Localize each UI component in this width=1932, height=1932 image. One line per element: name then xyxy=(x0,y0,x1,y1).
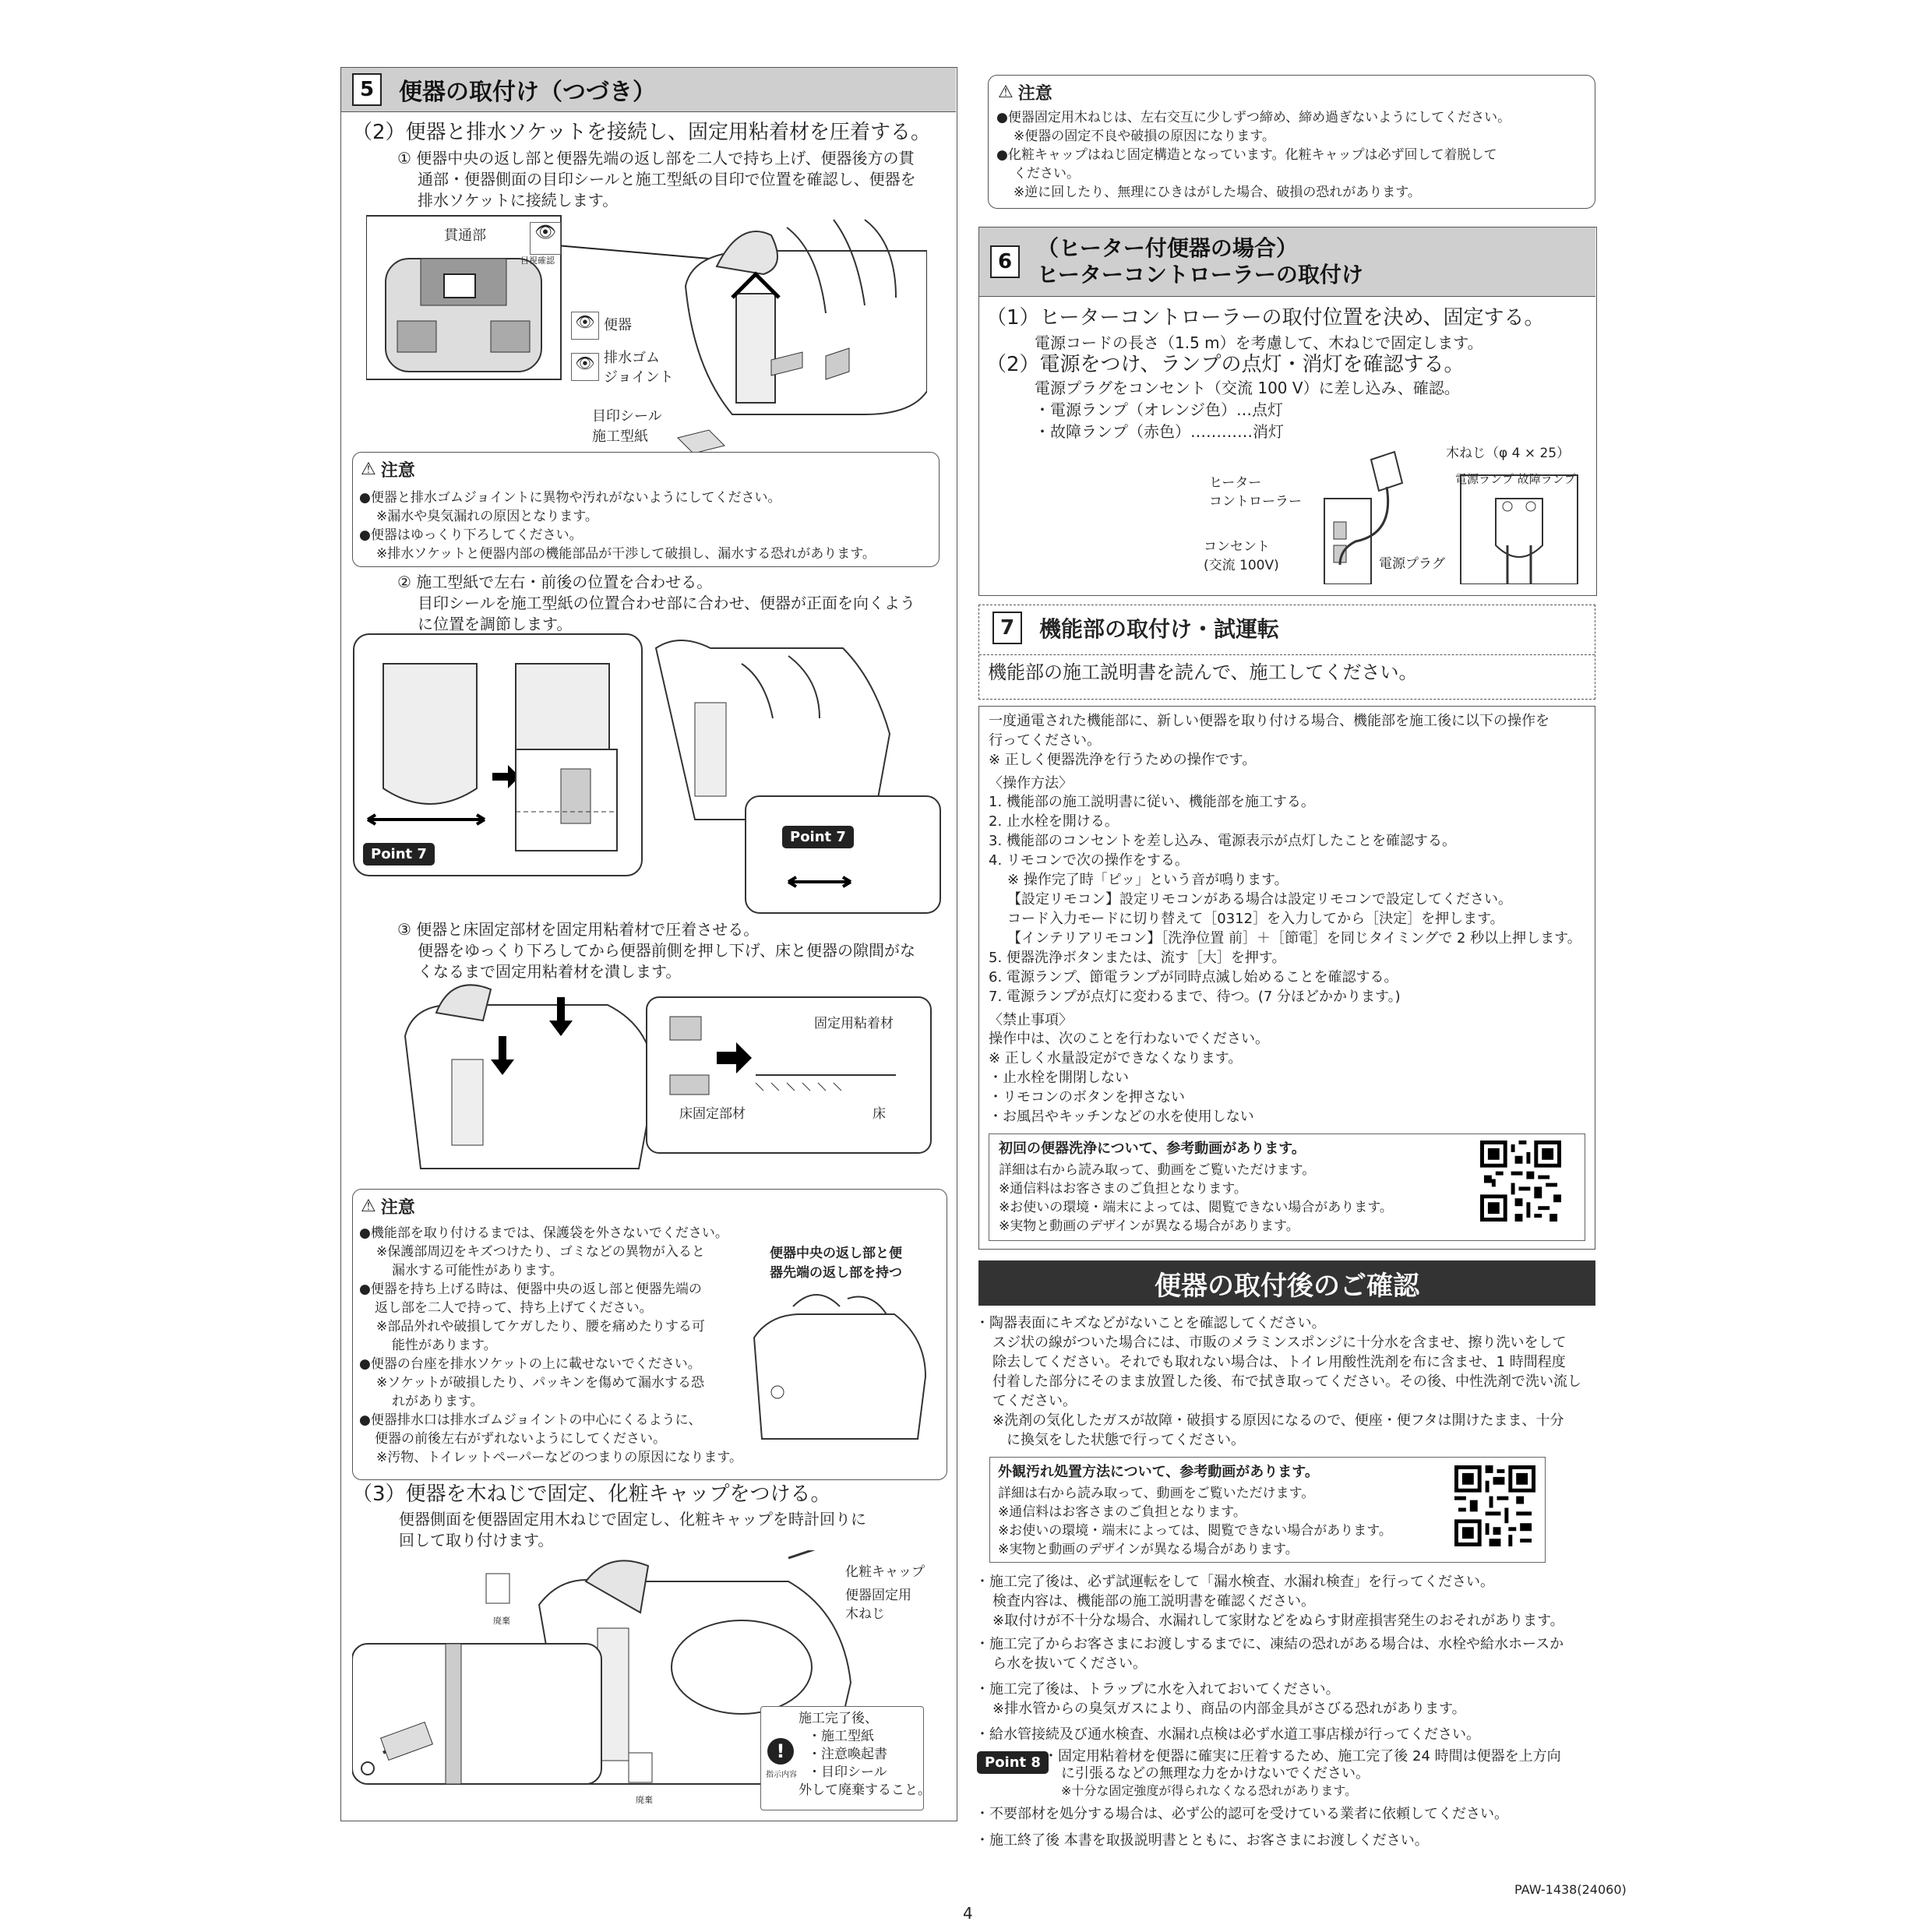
dispose-list: 施工完了後、 ・施工型紙 ・注意喚起書 ・目印シール 外して廃棄すること。 xyxy=(799,1711,931,1798)
eye-check-icon-2: 👁 xyxy=(571,312,599,340)
caution2-side-note: 便器中央の返し部と便 器先端の返し部を持つ xyxy=(770,1246,902,1281)
label-katagami: 施工型紙 xyxy=(592,428,648,445)
label-yuka-kotei: 床固定部材 xyxy=(679,1106,746,1122)
caution-title: 注意 xyxy=(380,461,415,481)
footer-code: PAW-1438(24060) xyxy=(1514,1882,1627,1897)
ops-method-list: 1. 機能部の施工説明書に従い、機能部を施工する。 2. 止水栓を開ける。 3. 機能部のコンセントを差し込み、電源表示が点灯したことを確認する。 4. リモコンで次の操作をする。 ※ 操作完了時「ピッ」という音が鳴ります。 【設定リモコン】設定リモコンがある場合は設定リモコンで設定してください。 コード入力モードに切り替えて［0312］を入力してから［決定］を押します。 【インテリアリモコン】［洗浄位置 前］＋［節電］を同じタイミングで 2 秒以上押します。 5. 便器洗浄ボタンまたは、流す［大］を押す。 6. 電源ランプ、節電ランプが同時点滅し始めることを確認する。 7. 電源ランプが点灯に変わるまで、待つ。(7 分ほどかかります。) xyxy=(989,794,1581,1005)
figure-lift-toilet xyxy=(746,1291,933,1447)
after-p6: ・固定用粘着材を便器に確実に圧着するため、施工完了後 24 時間は便器を上方向 に引張るなどの無理な力をかけないでください。 ※十分な固定強度が得られなくなる恐れがあります。 xyxy=(1044,1748,1561,1798)
ops-prohibit-title: 〈禁止事項〉 xyxy=(989,1012,1073,1028)
step3-title: （3）便器を木ねじで固定、化粧キャップをつける。 xyxy=(352,1482,831,1506)
figure-position-adjust xyxy=(352,633,944,921)
after-p2: ・施工完了後は、必ず試運転をして「漏水検査、水漏れ検査」を行ってください。 検査内容は、機能部の施工説明書を確認ください。 ※取付けが不十分な場合、水漏れして家財などをぬらす財産損害発生のおそれがあります。 xyxy=(975,1574,1564,1629)
label-koteiyou: 固定用粘着材 xyxy=(814,1016,894,1031)
section7-number: 7 xyxy=(992,612,1022,644)
eye-check-icon-3: 👁 xyxy=(571,353,599,381)
after-video-box xyxy=(989,1457,1546,1563)
caution-box-1 xyxy=(352,452,940,567)
check-label: 目視確認 xyxy=(520,256,555,266)
after-p3: ・施工完了からお客さまにお渡しするまでに、凍結の恐れがある場合は、水栓や給水ホースか ら水を抜いてください。 xyxy=(975,1636,1564,1672)
mandatory-icon: ! xyxy=(767,1738,794,1765)
after-p5: ・給水管接続及び通水検査、水漏れ点検は必ず水道工事店様が行ってください。 xyxy=(975,1726,1480,1743)
dispose-icon-label: 指示内容 xyxy=(766,1771,797,1779)
section6-header xyxy=(979,227,1595,297)
qr-code-icon-2[interactable] xyxy=(1454,1465,1535,1546)
label-yuka: 床 xyxy=(873,1106,886,1122)
caution-top-list: ●便器固定用木ねじは、左右交互に少しずつ締め、締め過ぎないようにしてください。 ※便器の固定不良や破損の原因になります。 ●化粧キャップはねじ固定構造となっています。化粧キャップは必ず回して着脱して ください。 ※逆に回したり、無理にひきはがした場合、破損の恐れがあります。 xyxy=(996,110,1511,200)
section6-title-2: ヒーターコントローラーの取付け xyxy=(1037,262,1363,287)
section6-title-1: （ヒーター付便器の場合） xyxy=(1037,235,1298,261)
warning-icon: ⚠ xyxy=(998,83,1014,102)
after-video-lines: 詳細は右から読み取って、動画をご覧いただけます。 ※通信料はお客さまのご負担となります。 ※お使いの環境・端末によっては、閲覧できない場合があります。 ※実物と動画のデザインが異なる場合があります。 xyxy=(998,1486,1392,1557)
label-cap: 化粧キャップ xyxy=(845,1564,925,1580)
label-benki: 便器 xyxy=(604,317,632,333)
ops-video-box xyxy=(989,1133,1585,1241)
caution2-list: ●機能部を取り付けるまでは、保護袋を外さないでください。 ※保護部周辺をキズつけたり、ゴミなどの異物が入ると 漏水する可能性があります。 ●便器を持ち上げる時は、便器中央の返し部と便器先端の 返し部を二人で持って、持ち上げてください。 ※部品外れや破損してケガしたり、腰を痛めたりする可 能性があります。 ●便器の台座を排水ソケットの上に載せないでください。 ※ソケットが破損したり、パッキンを傷めて漏水する恐 れがあります。 ●便器排水口は排水ゴムジョイントの中心にくるように、 便器の前後左右がずれないようにしてください。 ※汚物、トイレットペーパーなどのつまりの原因になります。 xyxy=(359,1225,743,1465)
operation-box xyxy=(978,706,1595,1250)
caution-title: 注意 xyxy=(1017,84,1052,104)
section5-title: 便器の取付け（つづき） xyxy=(399,79,656,106)
page-number: 4 xyxy=(963,1904,973,1923)
label-gomu: 排水ゴム ジョイント xyxy=(604,350,674,386)
s6-step2-sub: 電源プラグをコンセント（交流 100 V）に差し込み、確認。 ・電源ランプ（オレンジ色）…点灯 ・故障ランプ（赤色）…………消灯 xyxy=(1035,379,1460,441)
section5-header xyxy=(341,68,956,112)
label-mejirushi: 目印シール xyxy=(592,408,662,425)
caution-box-top xyxy=(988,75,1595,209)
section7-title: 機能部の取付け・試運転 xyxy=(1039,616,1280,642)
after-banner xyxy=(978,1260,1595,1306)
after-title: 便器の取付後のご確認 xyxy=(1155,1270,1419,1302)
s6-step1: （1）ヒーターコントローラーの取付位置を決め、固定する。 xyxy=(986,306,1545,330)
point7-badge-left: Point 7 xyxy=(363,843,435,866)
point8-badge: Point 8 xyxy=(977,1751,1049,1774)
ops-intro: 一度通電された機能部に、新しい便器を取り付ける場合、機能部を施工後に以下の操作を 行ってください。 ※ 正しく便器洗浄を行うための操作です。 xyxy=(989,713,1549,768)
caution-box-2 xyxy=(352,1189,947,1480)
label-outlet: コンセント (交流 100V) xyxy=(1204,539,1279,573)
step2-title: （2）便器と排水ソケットを接続し、固定用粘着材を圧着する。 xyxy=(352,121,931,144)
section7-header xyxy=(982,609,1279,647)
label-haiki-1: 廃棄 xyxy=(493,1616,510,1626)
s6-step2: （2）電源をつけ、ランプの点灯・消灯を確認する。 xyxy=(986,353,1465,376)
section7-text: 機能部の施工説明書を読んで、施工してください。 xyxy=(988,661,1418,683)
after-p1: ・陶器表面にキズなどがないことを確認してください。 スジ状の線がついた場合には、市販のメラミンスポンジに十分水を含ませ、擦り洗いをして 除去してください。それでも取れない場合は、トイレ用酸性洗剤を布に含ませ、1 時間程度 付着した部分にそのまま放置した後、布で拭き取ってください。その後、中性洗剤で洗い流し てください。 ※洗剤の気化したガスが故障・破損する原因になるので、便座・便フタは開けたまま、十分 に換気をした状態で行ってください。 xyxy=(975,1315,1581,1448)
section5-number: 5 xyxy=(352,73,382,106)
label-screw: 便器固定用 木ねじ xyxy=(845,1588,911,1622)
step2-3-text: ③ 便器と床固定部材を固定用粘着材で圧着させる。 便器をゆっくり下ろしてから便器前側を押し下げ、床と便器の隙間がな くなるまで固定用粘着材を潰します。 xyxy=(397,920,915,981)
warning-icon: ⚠ xyxy=(361,460,376,479)
warning-icon: ⚠ xyxy=(361,1197,376,1216)
step2-2-text: ② 施工型紙で左右・前後の位置を合わせる。 目印シールを施工型紙の位置合わせ部に合わせ、便器が正面を向くよう に位置を調節します。 xyxy=(397,573,915,633)
label-screw-size: 木ねじ（φ 4 × 25） xyxy=(1446,446,1571,461)
s6-step1-sub: 電源コードの長さ（1.5 m）を考慮して、木ねじで固定します。 xyxy=(1035,333,1483,352)
figure-adhesive-press xyxy=(390,974,935,1176)
after-p8: ・施工終了後 本書を取扱説明書とともに、お客さまにお渡しください。 xyxy=(975,1832,1429,1849)
ops-video-title: 初回の便器洗浄について、参考動画があります。 xyxy=(999,1141,1306,1157)
eye-check-icon: 👁 xyxy=(530,222,561,255)
label-heater: ヒーター コントローラー xyxy=(1209,475,1302,509)
ops-prohibit-list: 操作中は、次のことを行わないでください。 ※ 正しく水量設定ができなくなります。 ・止水栓を開閉しない ・リモコンのボタンを押さない ・お風呂やキッチンなどの水を使用しない xyxy=(989,1031,1269,1125)
label-plug: 電源プラグ xyxy=(1379,556,1445,572)
after-video-title: 外観汚れ処置方法について、参考動画があります。 xyxy=(998,1464,1319,1480)
point7-badge-right: Point 7 xyxy=(782,826,854,848)
after-p4: ・施工完了後は、トラップに水を入れておいてください。 ※排水管からの臭気ガスにより、商品の内部金具がさびる恐れがあります。 xyxy=(975,1681,1466,1717)
after-p7: ・不要部材を処分する場合は、必ず公的認可を受けている業者に依頼してください。 xyxy=(975,1806,1508,1822)
label-lamps: 電源ランプ 故障ランプ xyxy=(1455,472,1576,486)
caution1-list: ●便器と排水ゴムジョイントに異物や汚れがないようにしてください。 ※漏水や臭気漏れの原因となります。 ●便器はゆっくり下ろしてください。 ※排水ソケットと便器内部の機能部品が干渉して破損し、漏水する恐れがあります。 xyxy=(359,490,876,562)
ops-video-lines: 詳細は右から読み取って、動画をご覧いただけます。 ※通信料はお客さまのご負担となります。 ※お使いの環境・端末によっては、閲覧できない場合があります。 ※実物と動画のデザインが異なる場合があります。 xyxy=(999,1162,1393,1234)
ops-method-title: 〈操作方法〉 xyxy=(989,775,1073,791)
dispose-box xyxy=(760,1706,931,1810)
label-kantsu: 貫通部 xyxy=(444,227,486,244)
qr-code-icon[interactable] xyxy=(1480,1141,1561,1222)
section6-number: 6 xyxy=(990,245,1020,278)
step3-text: 便器側面を便器固定用木ねじで固定し、化粧キャップを時計回りに 回して取り付けます。 xyxy=(399,1510,866,1549)
caution-title: 注意 xyxy=(380,1198,415,1218)
label-haiki-2: 廃棄 xyxy=(636,1795,653,1805)
step2-1-text: ① 便器中央の返し部と便器先端の返し部を二人で持ち上げ、便器後方の貫 通部・便器側面の目印シールと施工型紙の目印で位置を確認し、便器を 排水ソケットに接続します。 xyxy=(397,149,916,210)
